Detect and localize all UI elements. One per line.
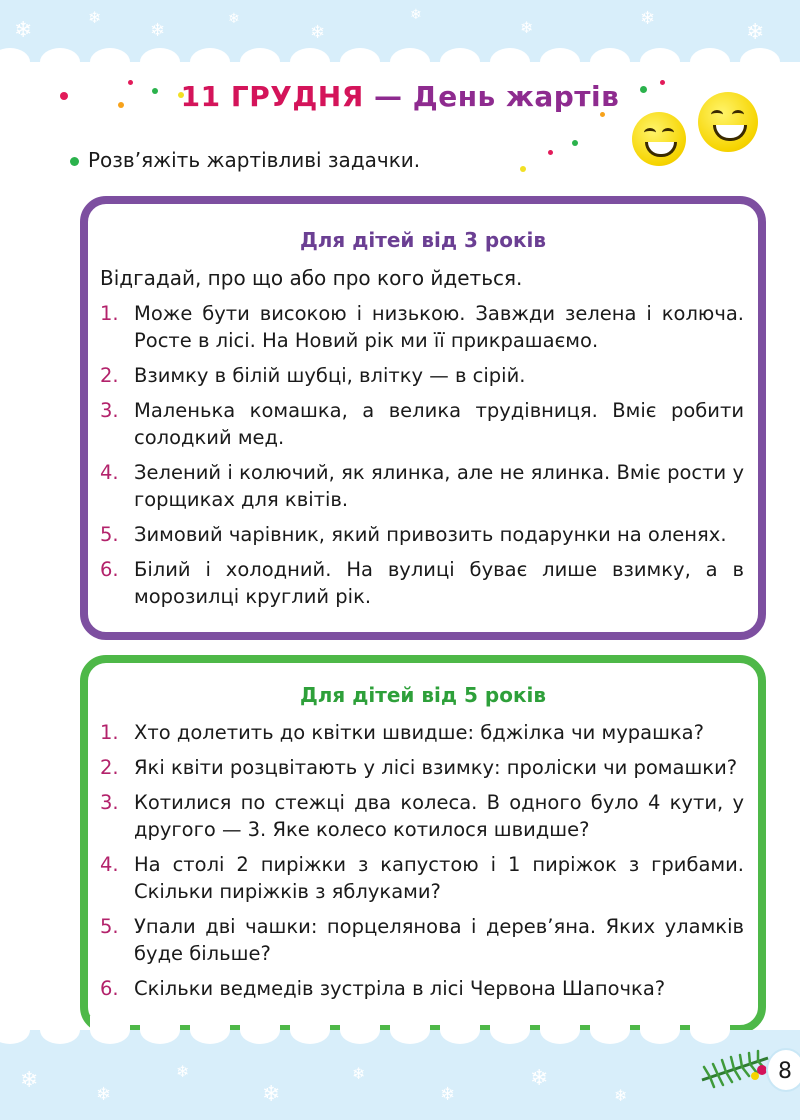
item-number: 6.: [100, 558, 119, 581]
list-item: [100, 362, 744, 389]
band-scallop: [640, 48, 680, 76]
band-scallop: [240, 48, 280, 76]
item-text: На столі 2 пиріжки з капустою і 1 пиріжок з грибами. Скільки пиріжків з яблуками?: [134, 853, 744, 903]
band-scallop: [590, 48, 630, 76]
band-scallop: [490, 1016, 530, 1044]
band-scallop: [540, 48, 580, 76]
snowflake-icon: ❄: [614, 1086, 628, 1105]
band-scallop: [440, 48, 480, 76]
pine-branch-icon: [700, 1040, 770, 1090]
list-item: [100, 459, 744, 513]
item-text: Може бути високою і низькою. Завжди зелена і колюча. Росте в лісі. На Новий рік ми її прикрашаємо.: [134, 302, 744, 352]
bottom-snow-band: [0, 1030, 800, 1120]
title-date: 11 ГРУДНЯ: [180, 80, 364, 113]
item-text: Зимовий чарівник, який привозить подарунки на оленях.: [134, 523, 727, 546]
item-number: 4.: [100, 853, 119, 876]
band-scallop: [90, 1016, 130, 1044]
item-text: Упали дві чашки: порцелянова і дерев’яна. Яких уламків буде більше?: [134, 915, 744, 965]
item-text: Які квіти розцвітають у лісі взимку: проліски чи ромашки?: [134, 756, 738, 779]
band-scallop: [340, 48, 380, 76]
band-scallop: [740, 48, 780, 76]
snowflake-icon: ❄: [176, 1062, 190, 1081]
item-number: 3.: [100, 399, 119, 422]
band-scallop: [0, 48, 30, 76]
band-scallop: [0, 1016, 30, 1044]
item-text: Білий і холодний. На вулиці буває лише взимку, а в морозилці круглий рік.: [134, 558, 744, 608]
item-number: 1.: [100, 721, 119, 744]
snowflake-icon: ❄: [14, 18, 33, 43]
band-scallop: [590, 1016, 630, 1044]
snowflake-icon: ❄: [352, 1064, 366, 1083]
snowflake-icon: ❄: [440, 1084, 456, 1105]
item-number: 6.: [100, 977, 119, 1000]
snowflake-icon: ❄: [262, 1082, 281, 1107]
item-number: 5.: [100, 523, 119, 546]
list-item: [100, 913, 744, 967]
band-scallop: [40, 1016, 80, 1044]
title-dash: —: [374, 80, 403, 113]
band-scallop: [340, 1016, 380, 1044]
smiley-eye: [644, 128, 656, 137]
smiley-eye: [662, 128, 674, 137]
list-item: [100, 521, 744, 548]
item-text: Зелений і колючий, як ялинка, але не ялинка. Вміє рости у горщиках для квітів.: [134, 461, 744, 511]
snowflake-icon: ❄: [640, 8, 656, 29]
item-text: Хто долетить до квітки швидше: бджілка чи мурашка?: [134, 721, 704, 744]
band-scallop: [190, 48, 230, 76]
band-scallop: [390, 48, 430, 76]
list-item: [100, 300, 744, 354]
box-title: Для дітей від 5 років: [299, 683, 547, 707]
item-number: 4.: [100, 461, 119, 484]
smiley-eye: [732, 110, 744, 119]
smiley-icon: [698, 92, 758, 152]
snowflake-icon: ❄: [228, 11, 240, 27]
smiley-mouth: [713, 125, 747, 141]
title-holiday-name: День жартів: [412, 80, 620, 113]
confetti-dot: [548, 150, 553, 155]
band-scallop: [540, 1016, 580, 1044]
item-number: 1.: [100, 302, 119, 325]
riddles-box-5-years: [80, 655, 766, 1033]
item-text: Скільки ведмедів зустріла в лісі Червона Шапочка?: [134, 977, 666, 1000]
intro-text: Розв’яжіть жартівливі задачки.: [88, 148, 421, 172]
snowflake-icon: ❄: [20, 1068, 39, 1093]
riddle-list: [100, 300, 744, 618]
item-number: 2.: [100, 364, 119, 387]
box-title: Для дітей від 3 років: [299, 228, 547, 252]
confetti-dot: [572, 140, 578, 146]
item-text: Взимку в білій шубці, влітку — в сірій.: [134, 364, 526, 387]
snowflake-icon: ❄: [96, 1084, 112, 1105]
box-lead-text: Відгадай, про що або про кого йдеться.: [100, 266, 523, 290]
item-number: 3.: [100, 791, 119, 814]
page-title: [0, 80, 800, 113]
list-item: [100, 754, 744, 781]
item-text: Маленька комашка, а велика трудівниця. Вміє робити солодкий мед.: [134, 399, 744, 449]
snowflake-icon: ❄: [746, 20, 765, 45]
band-scallop: [690, 48, 730, 76]
smiley-icon: [632, 112, 686, 166]
band-scallop: [490, 48, 530, 76]
top-snow-band: [0, 0, 800, 62]
band-scallop: [140, 1016, 180, 1044]
bullet-icon: [70, 157, 79, 166]
band-scallop: [240, 1016, 280, 1044]
snowflake-icon: ❄: [530, 1066, 549, 1091]
snowflake-icon: ❄: [310, 22, 326, 43]
riddles-box-3-years: [80, 196, 766, 640]
page-number: 8: [766, 1048, 800, 1092]
list-item: [100, 975, 744, 1002]
band-scallop: [290, 48, 330, 76]
band-scallop: [640, 1016, 680, 1044]
band-scallop: [40, 48, 80, 76]
list-item: [100, 397, 744, 451]
band-scallop: [390, 1016, 430, 1044]
item-number: 2.: [100, 756, 119, 779]
snowflake-icon: ❄: [410, 7, 422, 23]
list-item: [100, 719, 744, 746]
riddle-list: [100, 719, 744, 1010]
band-scallop: [90, 48, 130, 76]
smiley-mouth: [645, 142, 677, 157]
list-item: [100, 789, 744, 843]
snowflake-icon: ❄: [520, 18, 534, 37]
snowflake-icon: ❄: [88, 8, 102, 27]
snowflake-icon: ❄: [150, 20, 166, 41]
band-scallop: [290, 1016, 330, 1044]
item-text: Котилися по стежці два колеса. В одного було 4 кути, у другого — 3. Яке колесо котилося швидше?: [134, 791, 744, 841]
band-scallop: [190, 1016, 230, 1044]
list-item: [100, 851, 744, 905]
list-item: [100, 556, 744, 610]
item-number: 5.: [100, 915, 119, 938]
confetti-dot: [520, 166, 526, 172]
band-scallop: [140, 48, 180, 76]
smiley-eye: [711, 110, 723, 119]
band-scallop: [440, 1016, 480, 1044]
